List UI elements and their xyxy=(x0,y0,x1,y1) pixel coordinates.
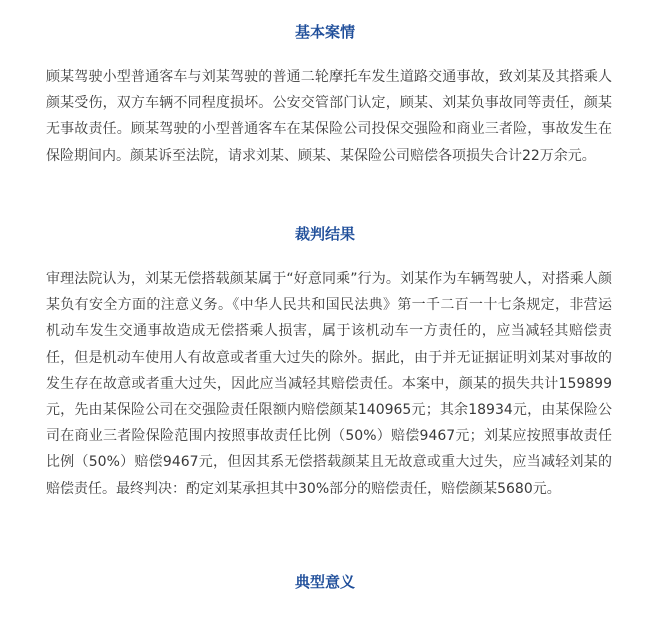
section-title-typical-significance: 典型意义 xyxy=(294,573,355,591)
judgment-result-paragraph: 审理法院认为，刘某无偿搭载颜某属于“好意同乘”行为。刘某作为车辆驾驶人，对搭乘人颜某负有安全方面的注意义务。《中华人民共和国民法典》第一千二百一十七条规定，非营运机动车发生交通事故造成无偿搭乘人损害，属于该机动车一方责任的，应当减轻其赔偿责任，但是机动车使用人有故意或者重大过失的除外。据此，由于并无证据证明刘某对事故的发生存在故意或者重大过失，因此应当减轻其赔偿责任。本案中，颜某的损失共计159899元，先由某保险公司在交强险责任限额内赔偿颜某140965元；其余18934元，由某保险公司在商业三者险保险范围内按照事故责任比例（50%）赔偿9467元；刘某应按照事故责任比例（50%）赔偿9467元，但因其系无偿搭载颜某且无故意或重大过失，应当减轻刘某的赔偿责任。最终判决：酌定刘某承担其中30%部分的赔偿责任，赔偿颜某5680元。 xyxy=(46,271,612,497)
section-title-basic-facts: 基本案情 xyxy=(294,23,355,41)
basic-facts-paragraph: 顾某驾驶小型普通客车与刘某驾驶的普通二轮摩托车发生道路交通事故，致刘某及其搭乘人颜某受伤，双方车辆不同程度损坏。公安交管部门认定，顾某、刘某负事故同等责任，颜某无事故责任。顾某驾驶的小型普通客车在某保险公司投保交强险和商业三者险，事故发生在保险期间内。颜某诉至法院，请求刘某、顾某、某保险公司赔偿各项损失合计22万余元。 xyxy=(46,69,612,164)
section-title-judgment-result: 裁判结果 xyxy=(294,225,355,243)
